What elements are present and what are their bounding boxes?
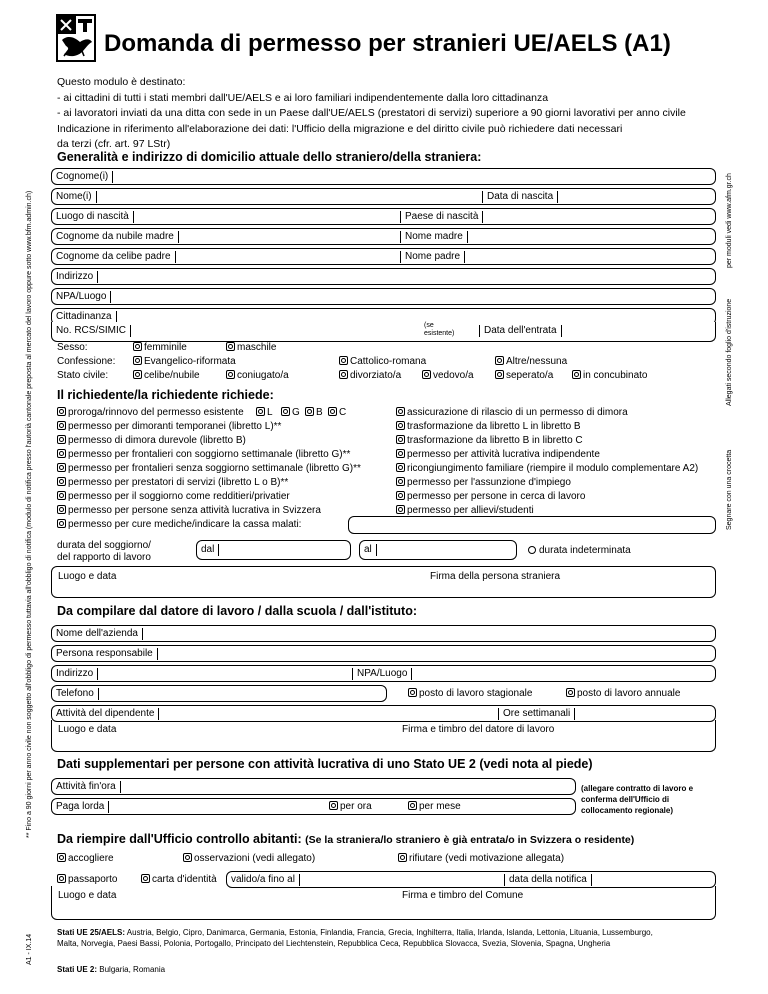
father-surname-label: Cognome da celibe padre — [52, 251, 176, 263]
request-private-checkbox[interactable]: permesso per il soggiorno come redditieri/privatier — [57, 491, 290, 503]
father-surname-field[interactable] — [51, 248, 716, 265]
checkbox-icon — [57, 435, 66, 444]
married-checkbox[interactable]: coniugato/a — [226, 370, 289, 382]
request-employment-checkbox[interactable]: permesso per l'assunzione d'impiego — [396, 477, 571, 489]
male-checkbox[interactable]: maschile — [226, 342, 276, 354]
reject-checkbox[interactable]: rifiutare (vedi motivazione allegata) — [398, 853, 564, 865]
phone-field[interactable] — [51, 685, 387, 702]
radio-icon — [528, 546, 536, 554]
permit-type-b-checkbox[interactable]: B — [305, 407, 323, 419]
surname-field[interactable] — [51, 168, 716, 185]
rcs-label: No. RCS/SIMIC — [52, 325, 131, 337]
checkbox-icon — [57, 463, 66, 472]
commune-signature-box[interactable] — [51, 886, 716, 920]
single-checkbox[interactable]: celibe/nubile — [133, 370, 200, 382]
checkbox-icon — [57, 519, 66, 528]
form-code: A1 - IX.14 — [26, 933, 33, 965]
intro-line: Questo modulo è destinato: — [57, 76, 186, 88]
confession-label: Confessione: — [57, 356, 116, 367]
checkbox-icon — [256, 407, 265, 416]
mother-maiden-name-label: Cognome da nubile madre — [52, 231, 179, 243]
id-card-checkbox[interactable]: carta d'identità — [141, 874, 217, 886]
weekly-hours-label: Ore settimanali — [498, 708, 575, 720]
request-assurance-checkbox[interactable]: assicurazione di rilascio di un permesso di dimora — [396, 407, 628, 419]
checkbox-icon — [339, 356, 348, 365]
gross-salary-field[interactable] — [51, 798, 576, 815]
side-note-moduli: per moduli vedi www.afm.gr.ch — [726, 173, 733, 268]
checkbox-icon — [133, 342, 142, 351]
annual-job-checkbox[interactable]: posto di lavoro annuale — [566, 688, 680, 700]
duration-from-field[interactable] — [196, 540, 351, 560]
page-title: Domanda di permesso per stranieri UE/AELS (A1) — [104, 30, 671, 57]
checkbox-icon — [281, 407, 290, 416]
request-medical-checkbox[interactable]: permesso per cure mediche/indicare la cassa malati: — [57, 519, 301, 531]
employer-signature-box[interactable] — [51, 720, 716, 752]
accept-checkbox[interactable]: accogliere — [57, 853, 114, 865]
passport-checkbox[interactable]: passaporto — [57, 874, 117, 886]
checkbox-icon — [422, 370, 431, 379]
civil-status-label: Stato civile: — [57, 370, 109, 381]
previous-activity-field[interactable] — [51, 778, 576, 795]
checkbox-icon — [329, 801, 338, 810]
catholic-checkbox[interactable]: Cattolico-romana — [339, 356, 426, 368]
checkbox-icon — [396, 463, 405, 472]
request-l-to-b-checkbox[interactable]: trasformazione da libretto L in libretto B — [396, 421, 581, 433]
if-existing-note-2: esistente) — [424, 330, 455, 337]
section-title-eu2: Dati supplementari per persone con attività lucrativa di uno Stato UE 2 (vedi nota al piede) — [57, 757, 593, 771]
permit-type-g-checkbox[interactable]: G — [281, 407, 300, 419]
birth-place-field[interactable] — [51, 208, 716, 225]
birth-place-label: Luogo di nascità — [52, 211, 134, 223]
divorced-checkbox[interactable]: divorziato/a — [339, 370, 401, 382]
notification-date-label: data della notifica — [504, 874, 592, 886]
rcs-field[interactable] — [51, 322, 716, 342]
checkbox-icon — [408, 801, 417, 810]
separated-checkbox[interactable]: seperato/a — [495, 370, 553, 382]
checkbox-icon — [495, 370, 504, 379]
applicant-signature-label: Firma della persona straniera — [430, 571, 561, 582]
place-date-label: Luogo e data — [58, 571, 117, 582]
footer-eu25: Stati UE 25/AELS: Austria, Belgio, Cipro, Danimarca, Germania, Estonia, Finlandia, Francia, Grecia, Inghilterra, Italia, Irlanda, Islanda, Lettonia, Lituania, Lussemburgo, Malta, Norvegia, Paesi Bassi, Polonia, Portogallo, Principato del Liechtenstein, Repubblica Ceca, Repubblica Slovacca, Svezia, Slovenia, Spagna, Ungheria — [57, 928, 653, 948]
first-name-field[interactable] — [51, 188, 716, 205]
sex-label: Sesso: — [57, 342, 88, 353]
checkbox-icon — [566, 688, 575, 697]
request-frontier-weekly-checkbox[interactable]: permesso per frontalieri con soggiorno settimanale (libretto G)** — [57, 449, 350, 461]
address-field[interactable] — [51, 268, 716, 285]
if-existing-note-1: (se — [424, 322, 434, 329]
checkbox-icon — [226, 342, 235, 351]
cohabitation-checkbox[interactable]: in concubinato — [572, 370, 648, 382]
mother-name-label: Nome madre — [400, 231, 468, 243]
request-non-working-checkbox[interactable]: permesso per persone senza attività lucrativa in Svizzera — [57, 505, 321, 517]
request-renewal-checkbox[interactable]: proroga/rinnovo del permesso esistente — [57, 407, 244, 419]
duration-to-field[interactable] — [359, 540, 517, 560]
to-label: al — [360, 544, 377, 556]
health-insurance-input[interactable] — [348, 516, 716, 534]
side-note-left: ** Fino a 90 giorni per anno civile non soggetto all'obbligo di permesso tuttavia all'obbligo di notifica (modulo di notifica presso l'autorià cantonale preposta al mercato del lavoro oppure sotto www.bfm.admin.ch) — [26, 190, 33, 838]
intro-text — [57, 75, 686, 153]
section-title-employer: Da compilare dal datore di lavoro / dalla scuola / dall'istituto: — [57, 604, 417, 618]
female-checkbox[interactable]: femminile — [133, 342, 187, 354]
phone-label: Telefono — [52, 688, 99, 700]
employer-address-field[interactable] — [51, 665, 716, 682]
request-family-reunion-checkbox[interactable]: ricongiungimento familiare (riempire il modulo complementare A2) — [396, 463, 698, 475]
checkbox-icon — [396, 477, 405, 486]
checkbox-icon — [572, 370, 581, 379]
canton-logo-icon — [58, 16, 94, 60]
request-self-employed-checkbox[interactable]: permesso per attività lucrativa indipendente — [396, 449, 600, 461]
section-title-request: Il richiedente/la richiedente richiede: — [57, 388, 274, 402]
applicant-signature-box[interactable] — [51, 566, 716, 598]
checkbox-icon — [57, 491, 66, 500]
employer-signature-label: Firma e timbro del datore di lavoro — [402, 724, 555, 735]
father-name-label: Nome padre — [400, 251, 465, 263]
request-service-provider-checkbox[interactable]: permesso per prestatori di servizi (libretto L o B)** — [57, 477, 288, 489]
responsible-person-field[interactable] — [51, 645, 716, 662]
checkbox-icon — [339, 370, 348, 379]
responsible-person-label: Persona responsabile — [52, 648, 158, 660]
checkbox-icon — [57, 477, 66, 486]
checkbox-icon — [398, 853, 407, 862]
observations-checkbox[interactable]: osservazioni (vedi allegato) — [183, 853, 315, 865]
checkbox-icon — [57, 505, 66, 514]
employer-place-date-label: Luogo e data — [58, 724, 117, 735]
employer-address-label: Indirizzo — [52, 668, 98, 680]
checkbox-icon — [305, 407, 314, 416]
duration-label-2: del rapporto di lavoro — [57, 552, 151, 563]
coat-of-arms-logo — [56, 14, 96, 62]
side-note-crocetta: Segnare con una crocetta — [726, 449, 733, 530]
from-label: dal — [197, 544, 219, 556]
evangelical-checkbox[interactable]: Evangelico-riformata — [133, 356, 236, 368]
seasonal-job-checkbox[interactable]: posto di lavoro stagionale — [408, 688, 532, 700]
request-permit-b-checkbox[interactable]: permesso di dimora durevole (libretto B) — [57, 435, 246, 447]
postcode-city-label: NPA/Luogo — [52, 291, 111, 303]
checkbox-icon — [495, 356, 504, 365]
intro-line: - ai lavoratori inviati da una ditta con sede in un Paese dall'UE/AELS (prestatori di servizi) superiore a 90 giorni lavorativi per anno civile — [57, 107, 686, 119]
birth-date-label: Data di nascita — [482, 191, 558, 203]
checkbox-icon — [408, 688, 417, 697]
side-note-allegati: Allegati secondo foglio d'istruzione — [726, 298, 733, 406]
first-name-label: Nome(i) — [52, 191, 97, 203]
entry-date-label: Data dell'entrata — [479, 325, 562, 337]
company-name-label: Nome dell'azienda — [52, 628, 143, 640]
intro-line: - ai cittadini di tutti i stati membri dall'UE/AELS e ai loro familiari indipendentemente dalla loro cittadinanza — [57, 91, 549, 104]
company-name-field[interactable] — [51, 625, 716, 642]
request-student-checkbox[interactable]: permesso per allievi/studenti — [396, 505, 534, 517]
other-religion-checkbox[interactable]: Altre/nessuna — [495, 356, 567, 368]
checkbox-icon — [57, 853, 66, 862]
section-title-personal: Generalità e indirizzo di domicilio attuale dello straniero/della straniera: — [57, 150, 482, 164]
address-label: Indirizzo — [52, 271, 98, 283]
employer-postcode-label: NPA/Luogo — [352, 668, 412, 680]
birth-country-label: Paese di nascità — [400, 211, 483, 223]
checkbox-icon — [396, 407, 405, 416]
commune-signature-label: Firma e timbro del Comune — [402, 890, 524, 901]
section-title-office: Da riempire dall'Ufficio controllo abitanti: (Se la straniera/lo straniero è già entrata/o in Svizzera o residente) — [57, 832, 635, 846]
checkbox-icon — [57, 421, 66, 430]
checkbox-icon — [183, 853, 192, 862]
valid-until-label: valido/a fino al — [227, 874, 300, 886]
checkbox-icon — [396, 505, 405, 514]
request-job-seeker-checkbox[interactable]: permesso per persone in cerca di lavoro — [396, 491, 585, 503]
checkbox-icon — [226, 370, 235, 379]
checkbox-icon — [396, 449, 405, 458]
citizenship-label: Cittadinanza — [52, 311, 117, 323]
gross-salary-label: Paga lorda — [52, 801, 109, 813]
checkbox-icon — [396, 421, 405, 430]
checkbox-icon — [57, 407, 66, 416]
request-b-to-c-checkbox[interactable]: trasformazione da libretto B in libretto C — [396, 435, 583, 447]
duration-label-1: durata del soggiorno/ — [57, 540, 151, 551]
mother-maiden-name-field[interactable] — [51, 228, 716, 245]
employee-activity-label: Attività del dipendente — [52, 708, 159, 720]
checkbox-icon — [57, 874, 66, 883]
intro-line: Indicazione in riferimento all'elaborazione dei dati: l'Ufficio della migrazione e del diritto civile può richiedere dati necessari — [57, 122, 623, 135]
checkbox-icon — [396, 435, 405, 444]
checkbox-icon — [133, 356, 142, 365]
request-permit-l-checkbox[interactable]: permesso per dimoranti temporanei (libretto L)** — [57, 421, 281, 433]
widowed-checkbox[interactable]: vedovo/a — [422, 370, 474, 382]
previous-activity-label: Attività fin'ora — [52, 781, 121, 793]
per-hour-checkbox[interactable]: per ora — [329, 801, 372, 813]
per-month-checkbox[interactable]: per mese — [408, 801, 461, 813]
footer-eu2: Stati UE 2: Bulgaria, Romania — [57, 965, 166, 974]
surname-label: Cognome(i) — [52, 171, 113, 183]
attach-contract-note: (allegare contratto di lavoro e conferma dell'Ufficio di collocamento regionale) — [581, 784, 694, 815]
checkbox-icon — [328, 407, 337, 416]
permit-type-c-checkbox[interactable]: C — [328, 407, 346, 419]
checkbox-icon — [396, 491, 405, 500]
indefinite-duration-radio[interactable]: durata indeterminata — [528, 545, 631, 557]
checkbox-icon — [141, 874, 150, 883]
permit-type-l-checkbox[interactable]: L — [256, 407, 273, 419]
checkbox-icon — [133, 370, 142, 379]
checkbox-icon — [57, 449, 66, 458]
commune-place-date-label: Luogo e data — [58, 890, 117, 901]
request-frontier-checkbox[interactable]: permesso per frontalieri senza soggiorno settimanale (libretto G)** — [57, 463, 361, 475]
postcode-city-field[interactable] — [51, 288, 716, 305]
intro-line: da terzi (cfr. art. 97 LStr) — [57, 138, 171, 150]
